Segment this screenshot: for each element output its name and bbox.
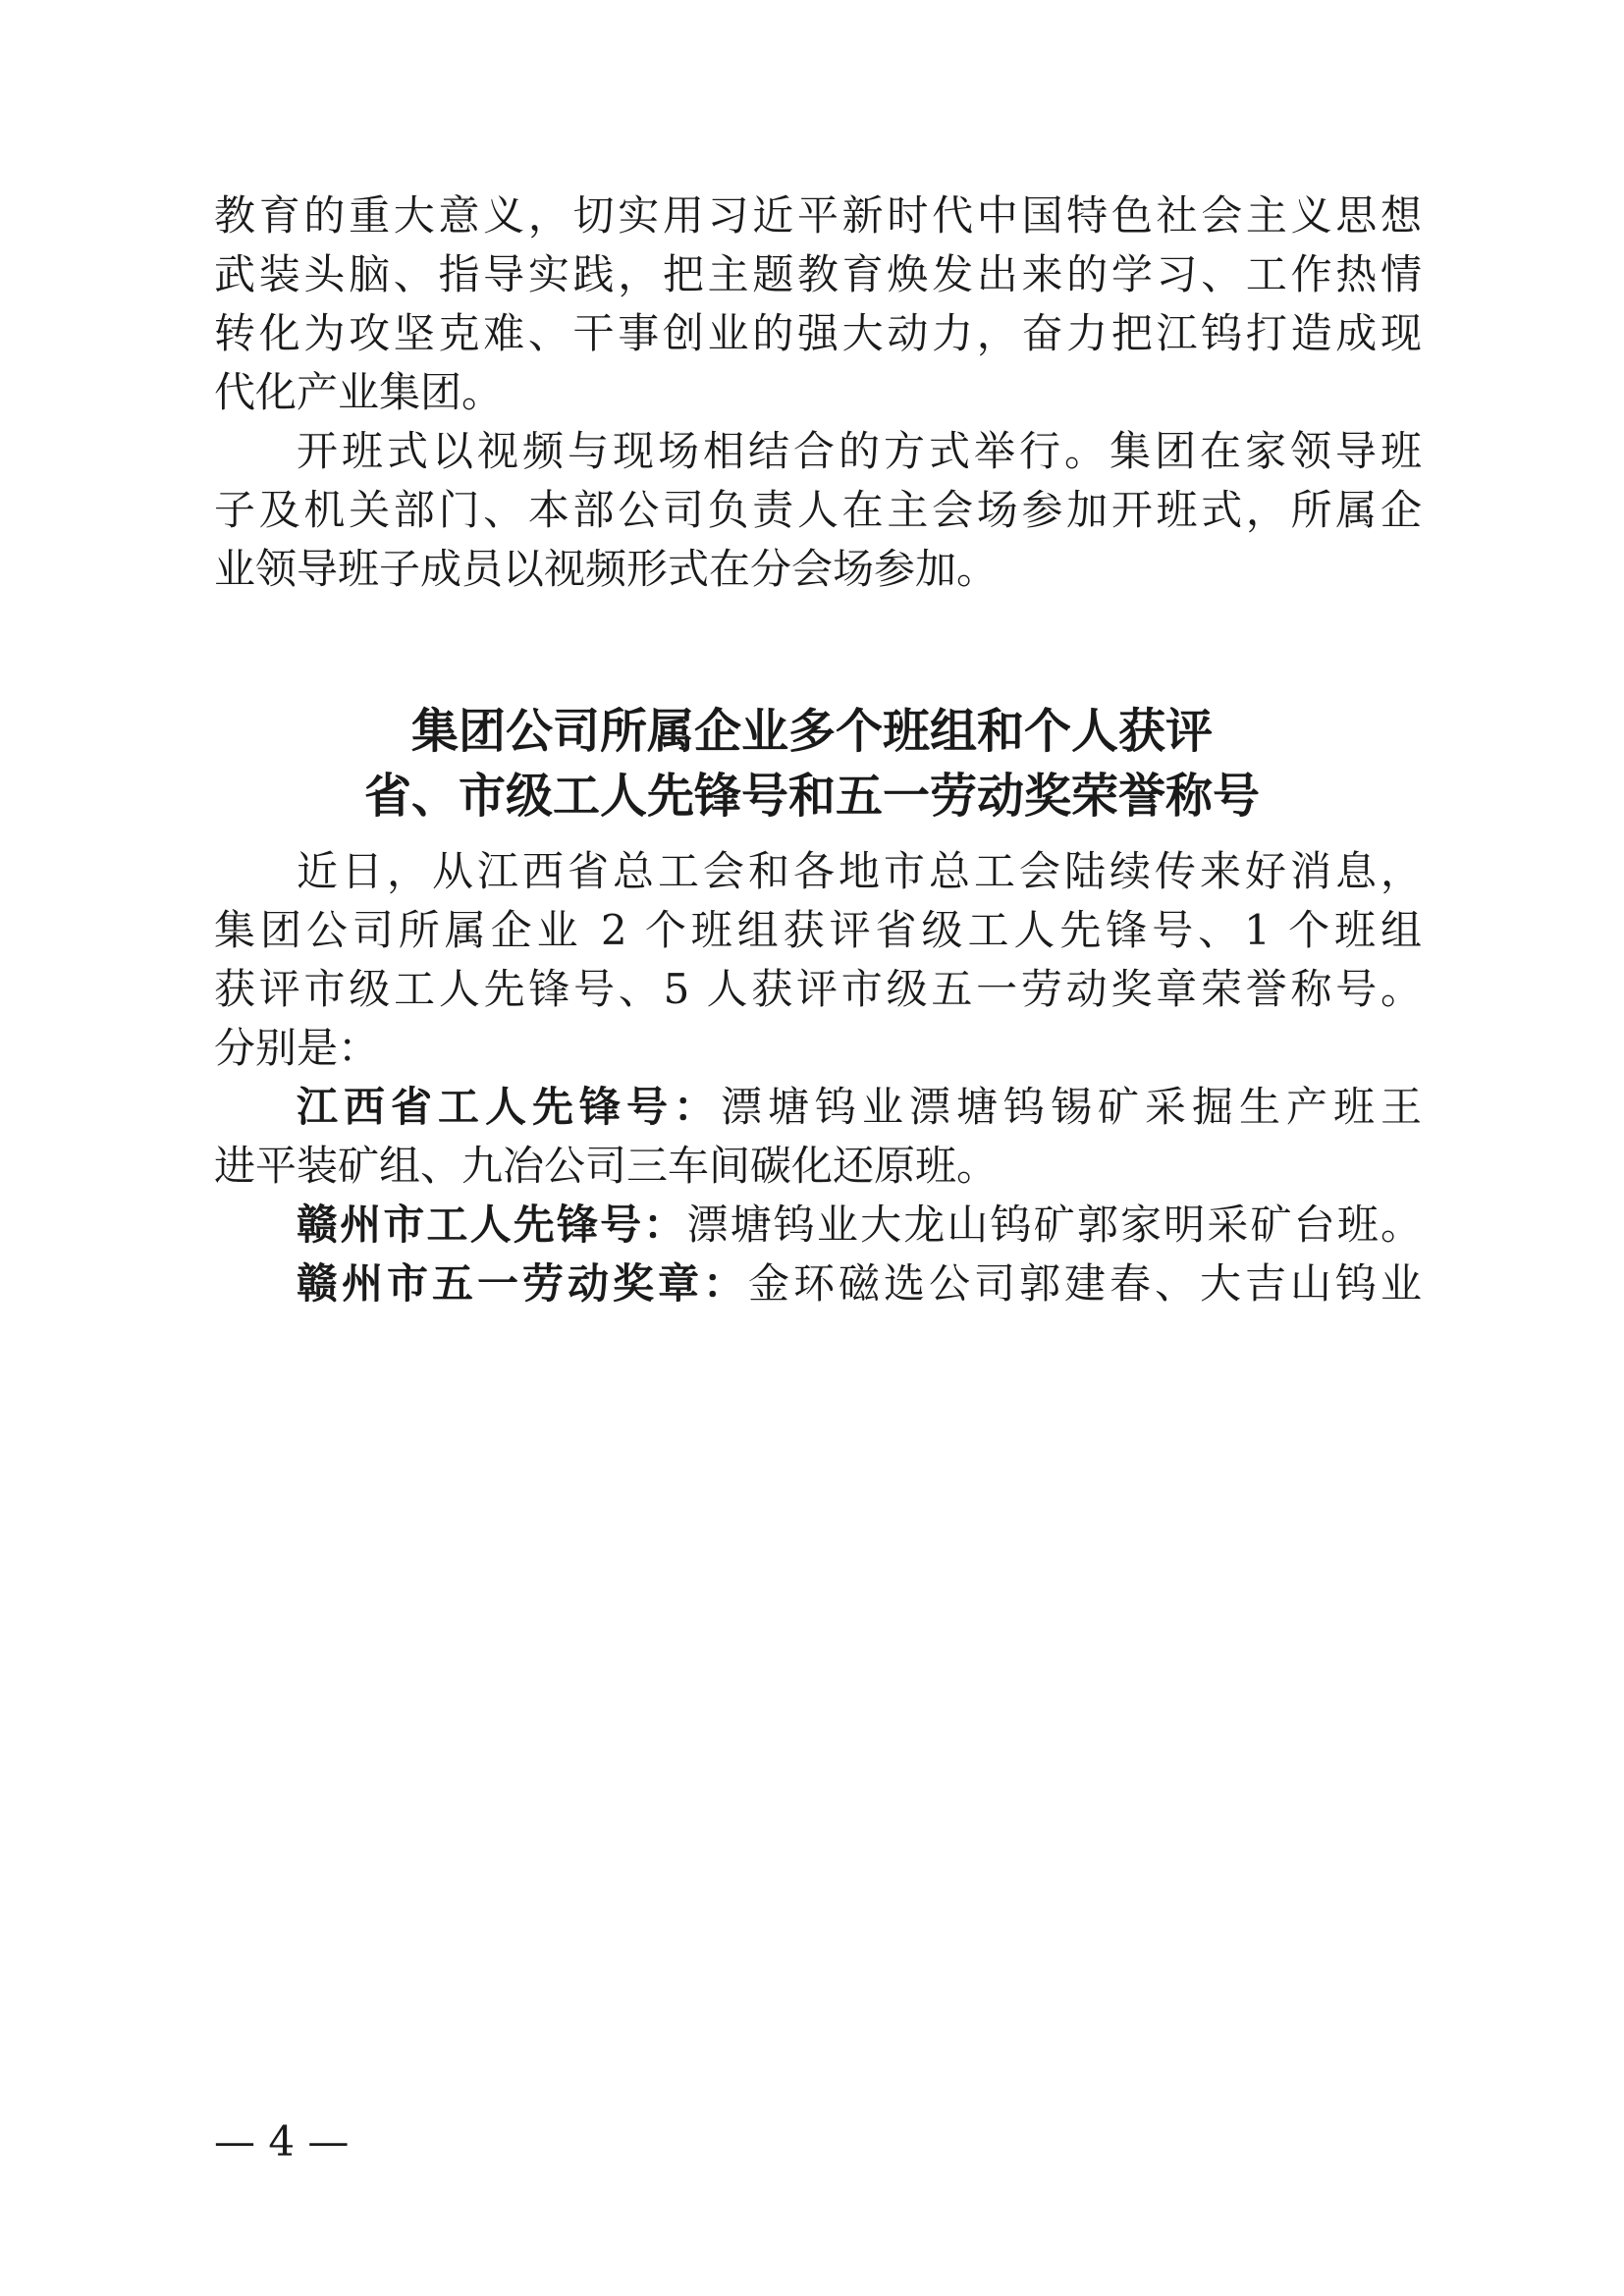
section-title-line-1: 集团公司所属企业多个班组和个人获评 [410,704,1213,759]
paragraph-line: 近日，从江西省总工会和各地市总工会陆续传来好消息， [297,847,1422,895]
award-item-ganzhou-pioneer [297,1196,1422,1255]
paragraph-line: 武装头脑、指导实践，把主题教育焕发出来的学习、工作热情 [214,250,1422,298]
page-number: — 4 — [214,2117,350,2165]
award-text: 漂塘钨业大龙山钨矿郭家明采矿台班。 [686,1201,1422,1249]
award-label: 江西省工人先锋号： [297,1083,721,1131]
paragraph-line: 开班式以视频与现场相结合的方式举行。集团在家领导班 [297,427,1422,475]
paragraph-line: 转化为攻坚克难、干事创业的强大动力，奋力把江钨打造成现 [214,309,1422,357]
award-text: 漂塘钨业漂塘钨锡矿采掘生产班王 [721,1083,1422,1131]
paragraph-line: 分别是： [214,1024,380,1072]
paragraph-line: 获评市级工人先锋号、5 人获评市级五一劳动奖章荣誉称号。 [214,965,1422,1013]
paragraph-line: 教育的重大意义，切实用习近平新时代中国特色社会主义思想 [214,191,1422,240]
paragraph-line: 子及机关部门、本部公司负责人在主会场参加开班式，所属企 [214,486,1422,534]
section-title-line-2: 省、市级工人先锋号和五一劳动奖荣誉称号 [363,769,1260,824]
paragraph-line: 代化产业集团。 [214,368,504,416]
award-item-ganzhou-medal [297,1255,1422,1313]
paragraph-line: 进平装矿组、九冶公司三车间碳化还原班。 [214,1142,999,1190]
paragraph-line: 业领导班子成员以视频形式在分会场参加。 [214,545,999,593]
award-text: 金环磁选公司郭建春、大吉山钨业 [748,1259,1422,1308]
award-label: 赣州市工人先锋号： [297,1201,687,1249]
award-label: 赣州市五一劳动奖章： [297,1259,748,1308]
paragraph-line: 集团公司所属企业 2 个班组获评省级工人先锋号、1 个班组 [214,906,1422,954]
award-item-jiangxi [297,1078,1422,1137]
